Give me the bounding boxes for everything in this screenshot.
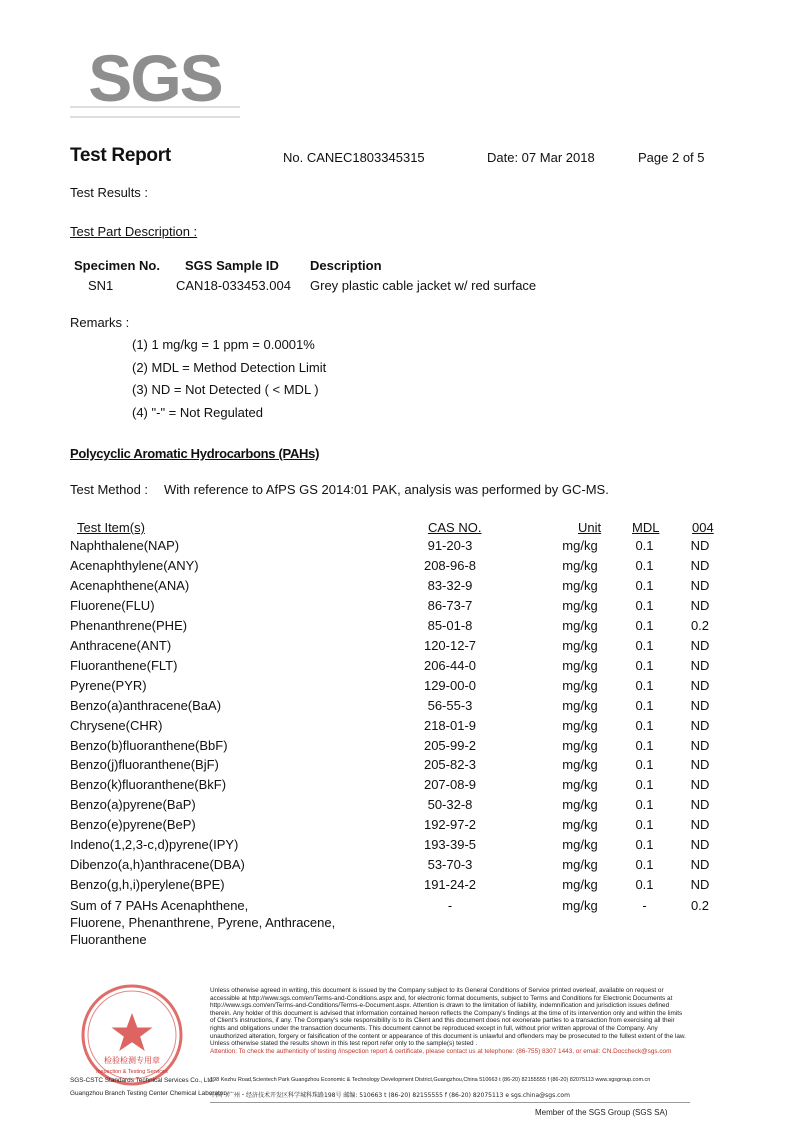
sum-row bbox=[0, 898, 793, 950]
table-row bbox=[0, 658, 793, 678]
table-row bbox=[0, 598, 793, 618]
mdl-value: 0.1 bbox=[635, 597, 654, 613]
report-date: Date: 07 Mar 2018 bbox=[487, 150, 595, 165]
mdl-value: 0.1 bbox=[635, 697, 654, 713]
specimen-no: SN1 bbox=[88, 278, 114, 293]
table-row bbox=[0, 638, 793, 658]
sum-mdl: - bbox=[642, 898, 647, 913]
cas-number: 56-55-3 bbox=[427, 697, 473, 713]
address-en: 198 Kezhu Road,Scientech Park Guangzhou Economic & Technology Development District,Guangzhou,China 510663 t (86-20) 82155555 f (86-20) 82075113 www.sgsgroup.com.cn bbox=[210, 1077, 651, 1083]
test-item-name: Phenanthrene(PHE) bbox=[70, 617, 188, 633]
mdl-value: 0.1 bbox=[635, 577, 654, 593]
company-name-en: SGS-CSTC Standards Technical Services Co., Ltd. bbox=[70, 1077, 215, 1084]
mdl-value: 0.1 bbox=[635, 737, 654, 753]
test-item-name: Naphthalene(NAP) bbox=[70, 538, 180, 553]
cas-number: 86-73-7 bbox=[427, 597, 473, 613]
mdl-value: 0.1 bbox=[635, 538, 654, 553]
cas-number: 192-97-2 bbox=[423, 817, 477, 833]
table-header-row bbox=[0, 520, 793, 540]
result-value: ND bbox=[690, 538, 710, 553]
unit: mg/kg bbox=[562, 697, 598, 713]
disclaimer-body: Unless otherwise agreed in writing, this document is issued by the Company subject to its General Conditions of Service printed overleaf, available on request or accessible at http://www.sgs.com/en/Terms-and-Conditions.aspx and, for electronic format documents, subject to Terms and Conditions for Electronic Documents at http://www.sgs.com/en/Terms-and-Conditions/Terms-e-Document.aspx. Attention is drawn to the limitation of liability, indemnification and jurisdiction issues defined therein. Any holder of this document is advised that information contained hereon reflects the Company's findings at the time of its intervention only and within the limits of Client's instructions, if any. The Company's sole responsibility is to its Client and this document does not exonerate parties to a transaction from exercising all their rights and obligations under the transaction documents. This document cannot be reproduced except in full, without prior written approval of the Company. Any unauthorized alteration, forgery or falsification of the content or appearance of this document is unlawful and offenders may be prosecuted to the fullest extent of the law. Unless otherwise stated the results shown in this test report refer only to the sample(s) tested . bbox=[210, 987, 686, 1048]
result-value: ND bbox=[690, 557, 710, 573]
sum-result: 0.2 bbox=[690, 898, 710, 913]
result-value: ND bbox=[690, 597, 710, 613]
header-unit: Unit bbox=[578, 520, 602, 535]
mdl-value: 0.1 bbox=[635, 717, 654, 733]
unit: mg/kg bbox=[562, 837, 598, 853]
table-row bbox=[0, 797, 793, 817]
unit: mg/kg bbox=[562, 857, 598, 873]
specimen-header-id: SGS Sample ID bbox=[185, 258, 279, 273]
cas-number: 218-01-9 bbox=[423, 717, 477, 733]
result-value: ND bbox=[690, 657, 710, 673]
test-item-name: Fluoranthene(FLT) bbox=[70, 657, 178, 673]
result-value: ND bbox=[690, 717, 710, 733]
test-item-name: Acenaphthylene(ANY) bbox=[70, 557, 199, 573]
test-item-name: Benzo(j)fluoranthene(BjF) bbox=[70, 757, 219, 773]
sum-cas: - bbox=[447, 898, 453, 913]
table-row bbox=[0, 698, 793, 718]
cas-number: 206-44-0 bbox=[423, 657, 477, 673]
stamp-subtext: Inspection & Testing Services bbox=[96, 1069, 168, 1075]
section-title: Polycyclic Aromatic Hydrocarbons (PAHs) bbox=[70, 446, 320, 461]
header-cas: CAS NO. bbox=[428, 520, 482, 535]
result-value: ND bbox=[690, 697, 710, 713]
mdl-value: 0.1 bbox=[635, 857, 654, 873]
table-row bbox=[0, 718, 793, 738]
member-of-sgs: Member of the SGS Group (SGS SA) bbox=[535, 1108, 668, 1117]
test-item-name: Fluorene(FLU) bbox=[70, 597, 155, 613]
mdl-value: 0.1 bbox=[635, 637, 654, 653]
result-value: ND bbox=[690, 857, 710, 873]
sum-unit: mg/kg bbox=[562, 898, 598, 913]
result-value: ND bbox=[690, 797, 710, 813]
result-value: ND bbox=[690, 677, 710, 693]
sum-item-line: Fluoranthene bbox=[70, 932, 147, 947]
mdl-value: 0.1 bbox=[635, 617, 654, 633]
sample-id: CAN18-033453.004 bbox=[176, 278, 291, 293]
test-item-name: Benzo(b)fluoranthene(BbF) bbox=[70, 737, 228, 753]
cas-number: 208-96-8 bbox=[423, 557, 477, 573]
result-value: ND bbox=[690, 837, 710, 853]
test-item-name: Indeno(1,2,3-c,d)pyrene(IPY) bbox=[70, 837, 239, 853]
cas-number: 50-32-8 bbox=[427, 797, 473, 813]
mdl-value: 0.1 bbox=[635, 837, 654, 853]
test-item-name: Benzo(a)pyrene(BaP) bbox=[70, 797, 196, 813]
test-method-label: Test Method : bbox=[70, 482, 149, 497]
test-item-name: Pyrene(PYR) bbox=[70, 677, 147, 693]
mdl-value: 0.1 bbox=[635, 817, 654, 833]
result-value: 0.2 bbox=[690, 617, 710, 633]
mdl-value: 0.1 bbox=[635, 757, 654, 773]
mdl-value: 0.1 bbox=[635, 777, 654, 793]
mdl-value: 0.1 bbox=[635, 877, 654, 893]
table-row bbox=[0, 578, 793, 598]
header-result: 004 bbox=[692, 520, 714, 535]
official-stamp bbox=[62, 983, 202, 1087]
report-number: No. CANEC1803345315 bbox=[283, 150, 425, 165]
test-item-name: Benzo(a)anthracene(BaA) bbox=[70, 697, 222, 713]
remark-item: (4) "-" = Not Regulated bbox=[132, 405, 263, 420]
test-item-name: Acenaphthene(ANA) bbox=[70, 577, 190, 593]
table-row bbox=[0, 678, 793, 698]
unit: mg/kg bbox=[562, 617, 598, 633]
mdl-value: 0.1 bbox=[635, 797, 654, 813]
cas-number: 205-82-3 bbox=[423, 757, 477, 773]
stamp-star-icon bbox=[112, 1013, 153, 1051]
remark-item: (3) ND = Not Detected ( < MDL ) bbox=[132, 382, 319, 397]
unit: mg/kg bbox=[562, 717, 598, 733]
header-mdl: MDL bbox=[632, 520, 660, 535]
cas-number: 120-12-7 bbox=[423, 637, 477, 653]
sum-item-line: Sum of 7 PAHs Acenaphthene, bbox=[70, 898, 249, 913]
table-row bbox=[0, 817, 793, 837]
table-row bbox=[0, 738, 793, 758]
test-item-name: Anthracene(ANT) bbox=[70, 637, 172, 653]
unit: mg/kg bbox=[562, 657, 598, 673]
cas-number: 207-08-9 bbox=[423, 777, 477, 793]
test-item-name: Benzo(g,h,i)perylene(BPE) bbox=[70, 877, 225, 893]
test-results-label: Test Results : bbox=[70, 185, 149, 200]
mdl-value: 0.1 bbox=[635, 557, 654, 573]
cas-number: 83-32-9 bbox=[427, 577, 473, 593]
unit: mg/kg bbox=[562, 877, 598, 893]
sgs-logo bbox=[70, 38, 240, 118]
result-value: ND bbox=[690, 577, 710, 593]
table-row bbox=[0, 618, 793, 638]
cas-number: 53-70-3 bbox=[427, 857, 473, 873]
table-row bbox=[0, 837, 793, 857]
unit: mg/kg bbox=[562, 577, 598, 593]
cas-number: 193-39-5 bbox=[423, 837, 477, 853]
test-item-name: Chrysene(CHR) bbox=[70, 717, 163, 733]
remark-item: (1) 1 mg/kg = 1 ppm = 0.0001% bbox=[132, 337, 315, 352]
address-cn: 中国・广州・经济技术开发区科学城科珠路198号 邮编: 510663 t (86-20) 82155555 f (86-20) 82075113 e sgs.china@sgs.com bbox=[210, 1092, 570, 1099]
unit: mg/kg bbox=[562, 557, 598, 573]
header-test-item: Test Item(s) bbox=[77, 520, 145, 535]
page-title: Test Report bbox=[70, 145, 171, 166]
cas-number: 91-20-3 bbox=[427, 538, 473, 553]
result-value: ND bbox=[690, 737, 710, 753]
unit: mg/kg bbox=[562, 797, 598, 813]
specimen-header-no: Specimen No. bbox=[74, 258, 160, 273]
test-item-name: Benzo(e)pyrene(BeP) bbox=[70, 817, 196, 833]
specimen-header-description: Description bbox=[310, 258, 382, 273]
table-row bbox=[0, 857, 793, 877]
table-row bbox=[0, 538, 793, 558]
cas-number: 129-00-0 bbox=[423, 677, 477, 693]
test-item-name: Benzo(k)fluoranthene(BkF) bbox=[70, 777, 227, 793]
footer-divider bbox=[210, 1102, 690, 1103]
remarks-label: Remarks : bbox=[70, 315, 130, 330]
sgs-logo-text: SGS bbox=[88, 41, 222, 115]
cas-number: 191-24-2 bbox=[423, 877, 477, 893]
result-value: ND bbox=[690, 777, 710, 793]
page-number: Page 2 of 5 bbox=[638, 150, 705, 165]
unit: mg/kg bbox=[562, 538, 598, 553]
test-item-name: Dibenzo(a,h)anthracene(DBA) bbox=[70, 857, 245, 873]
mdl-value: 0.1 bbox=[635, 677, 654, 693]
unit: mg/kg bbox=[562, 817, 598, 833]
table-row bbox=[0, 877, 793, 897]
cas-number: 85-01-8 bbox=[427, 617, 473, 633]
sum-item-line: Fluorene, Phenanthrene, Pyrene, Anthracene, bbox=[70, 915, 336, 930]
unit: mg/kg bbox=[562, 737, 598, 753]
table-row bbox=[0, 777, 793, 797]
authenticity-notice: Attention: To check the authenticity of testing /inspection report & certificate, please contact us at telephone: (86-755) 8307 1443, or email: CN.Doccheck@sgs.com bbox=[210, 1047, 672, 1055]
result-value: ND bbox=[690, 637, 710, 653]
mdl-value: 0.1 bbox=[635, 657, 654, 673]
test-part-description-label: Test Part Description : bbox=[70, 224, 198, 239]
disclaimer-text bbox=[210, 987, 688, 1055]
unit: mg/kg bbox=[562, 757, 598, 773]
stamp-text: 检验检测专用章 bbox=[104, 1056, 160, 1065]
unit: mg/kg bbox=[562, 637, 598, 653]
unit: mg/kg bbox=[562, 597, 598, 613]
remark-item: (2) MDL = Method Detection Limit bbox=[132, 360, 327, 375]
company-branch-en: Guangzhou Branch Testing Center Chemical Laboratory bbox=[70, 1090, 229, 1097]
specimen-description: Grey plastic cable jacket w/ red surface bbox=[310, 278, 537, 293]
unit: mg/kg bbox=[562, 777, 598, 793]
test-method-text: With reference to AfPS GS 2014:01 PAK, analysis was performed by GC-MS. bbox=[164, 482, 609, 497]
result-value: ND bbox=[690, 817, 710, 833]
result-value: ND bbox=[690, 877, 710, 893]
result-value: ND bbox=[690, 757, 710, 773]
cas-number: 205-99-2 bbox=[423, 737, 477, 753]
unit: mg/kg bbox=[562, 677, 598, 693]
table-row bbox=[0, 558, 793, 578]
table-row bbox=[0, 757, 793, 777]
